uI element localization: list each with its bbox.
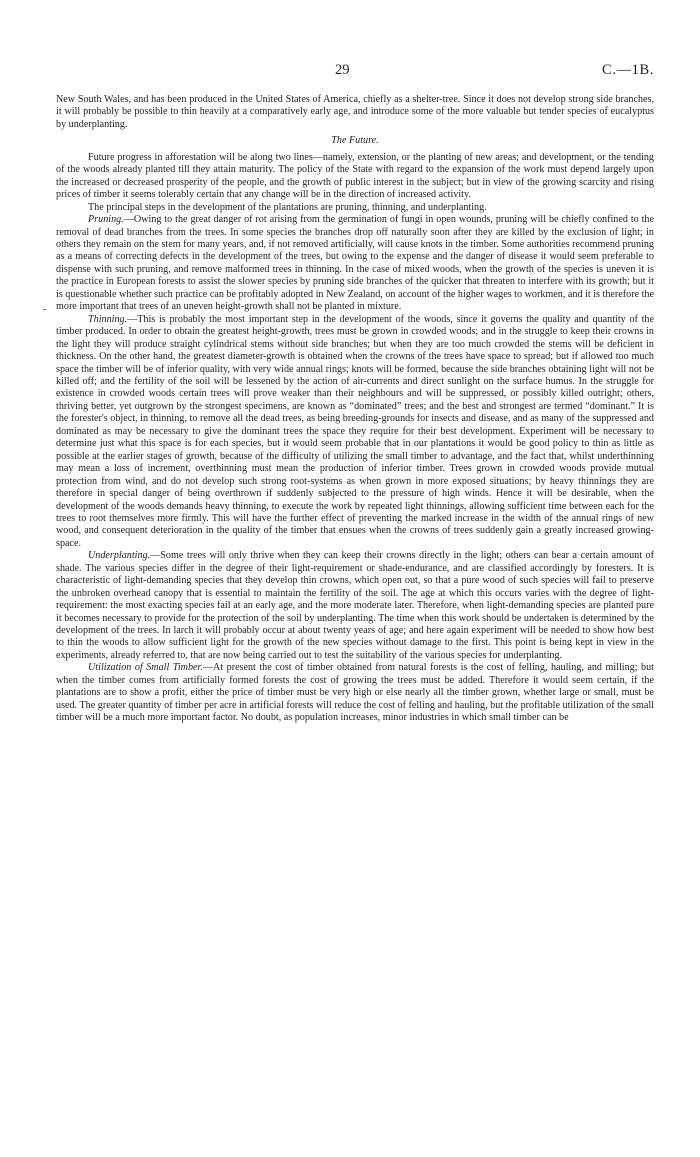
paragraph-underplanting bbox=[56, 550, 654, 662]
utilization-text: —At present the cost of timber obtained from natural forests is the cost of felling, hauling, and milling; but when the timber comes from artificially formed forests the cost of growing the trees must be added. Therefore it would seem certain, if the plantations are to show a profit, either the price of timber must be very high or else nearly all the timber grown, whether large or small, must be used. The greater quantity of timber per acre in artificial forests will reduce the cost of felling and hauling, but the profitable utilization of the small timber will be a much more important factor. No doubt, as population increases, minor industries in which small timber can be bbox=[56, 662, 654, 724]
intro-paragraph: New South Wales, and has been produced in the United States of America, chiefly as a shelter-tree. Since it does not develop strong side branches, it will probably be possible to thin heavily at a comparatively early age, and introduce some of the more valuable but tender species of eucalyptus by underplanting. bbox=[56, 94, 654, 130]
underplanting-heading: Underplanting. bbox=[88, 550, 151, 562]
underplanting-text: —Some trees will only thrive when they can keep their crowns directly in the light; others can bear a certain amount of shade. The various species differ in the degree of their light-requirement or shade-endurance, and are classified accordingly by foresters. It is characteristic of light-demanding species that they develop thin crowns, which open out, so that a pure wood of such species will fail to preserve the unbroken overhead canopy that is essential to maintain the fertility of the soil. The age at which this occurs varies with the degree of light-requirement: the most exacting species fail at an early age, and the more moderate later. Therefore, when light-demanding species are planted pure it becomes necessary to provide for the protection of the soil by underplanting. The time when this work should be undertaken is determined by the development of the trees. In larch it will probably occur at about twenty years of age; and here again experiment will be needed to show how best to thin the woods to allow sufficient light for the growth of the new species without damage to the first. This point is being kept in view in the experiments, already referred to, that are now being carried out to test the suitability of the various species for underplanting. bbox=[56, 550, 654, 661]
thinning-text: —This is probably the most important step in the development of the woods, since it governs the quality and quantity of the timber produced. In order to obtain the greatest height-growth, trees must be grown in crowded woods; and in the struggle to keep their crowns in the light they will produce straight cylindrical stems without side branches; but when they are too much crowded the stems will be deficient in thickness. On the other hand, the greatest diameter-growth is obtained when the crowns of the trees have space to spread; but if allowed too much space the timber will be of inferior quality, with very wide annual rings; knots will be formed, because the side branches obtaining light will not be killed off; and the fertility of the soil will be lessened by the action of air-currents and direct sunlight on the surface humus. In the struggle for existence in crowded woods certain trees will prove weaker than their neighbours and will be suppressed, or possibly killed outright; others, thriving better, yet outgrown by the strongest specimens, are known as “dominated” trees; and the best and strongest are termed “dominant.” It is the forester's object, in thinning, to remove all the dead trees, as being breeding-grounds for insects and disease, and as many of the suppressed and dominated as may be necessary to give the dominant trees the space they require for their best development. Experiment will be necessary to determine just what this space is for each species, but it would seem probable that in our plantations it would be good policy to thin as little as possible at the earlier stages of growth, because of the difficulty of utilizing the small timber to advantage, and the fact that, whilst underthinning may mean a loss of increment, overthinning must mean the production of inferior timber. Trees grown in crowded woods provide mutual protection from wind, and do not develop such strong root-systems as when grown in more exposed situations; by heavy thinnings they are therefore in special danger of being overthrown if suddenly subjected to the pressure of high winds. Hence it will be desirable, when the development of the woods demands heavy thinning, to execute the work by repeated light thinnings, allowing sufficient time between each for the trees to root themselves more firmly. This will have the further effect of preventing the marked increase in the width of the annual rings of new wood, and consequent deterioration in the quality of the timber that ensues when the crowns of trees suddenly gain a greatly increased growing-space. bbox=[56, 313, 654, 549]
page-header bbox=[0, 64, 700, 80]
document-body bbox=[56, 64, 654, 725]
document-reference: C.—1B. bbox=[602, 62, 654, 78]
paragraph-steps: The principal steps in the development of the plantations are pruning, thinning, and underplanting. bbox=[88, 201, 487, 213]
section-title: The Future. bbox=[331, 135, 379, 147]
utilization-heading: Utilization of Small Timber. bbox=[88, 662, 203, 674]
page-number: 29 bbox=[335, 62, 350, 78]
paragraph-pruning bbox=[56, 214, 654, 314]
thinning-heading: Thinning. bbox=[88, 313, 128, 325]
paragraph-future: Future progress in afforestation will be along two lines—namely, extension, or the planting of new areas; and development, or the tending of the woods already planted till they attain maturity. The policy of the State with regard to the expansion of the work must depend largely upon the increased or decreased prosperity of the people, and the growth of public interest in the subject; but in view of the growing scarcity and rising prices of timber it seems tolerably certain that any change will be in the direction of increased activity. bbox=[56, 151, 654, 201]
pruning-text: —Owing to the great danger of rot arising from the germination of fungi in open wounds, pruning will be chiefly confined to the removal of dead branches from the trees. In some species the branches drop off naturally soon after they are killed by the exclusion of light; in others they remain on the stem for many years, and, if not removed artificially, will cause knots in the timber. Some authorities recommend pruning as a means of correcting defects in the development of the trees, but owing to the expense and the danger of disease it would seem preferable to dispense with such pruning, and remove malformed trees in thinning. In the case of mixed woods, when the growth of the species is uneven it is the practice in European forests to assist the slower species by pruning side branches of the quicker that threaten to interfere with its growth; but it is questionable whether such practice can be profitably adopted in New Zealand, on account of the higher wages to workmen, and it is therefore the more important that trees of an uneven height-growth shall not be planted in mixture. bbox=[56, 214, 654, 313]
paragraph-thinning bbox=[56, 314, 654, 551]
margin-mark: - bbox=[43, 304, 47, 315]
pruning-heading: Pruning. bbox=[88, 214, 124, 226]
paragraph-utilization bbox=[56, 662, 654, 724]
